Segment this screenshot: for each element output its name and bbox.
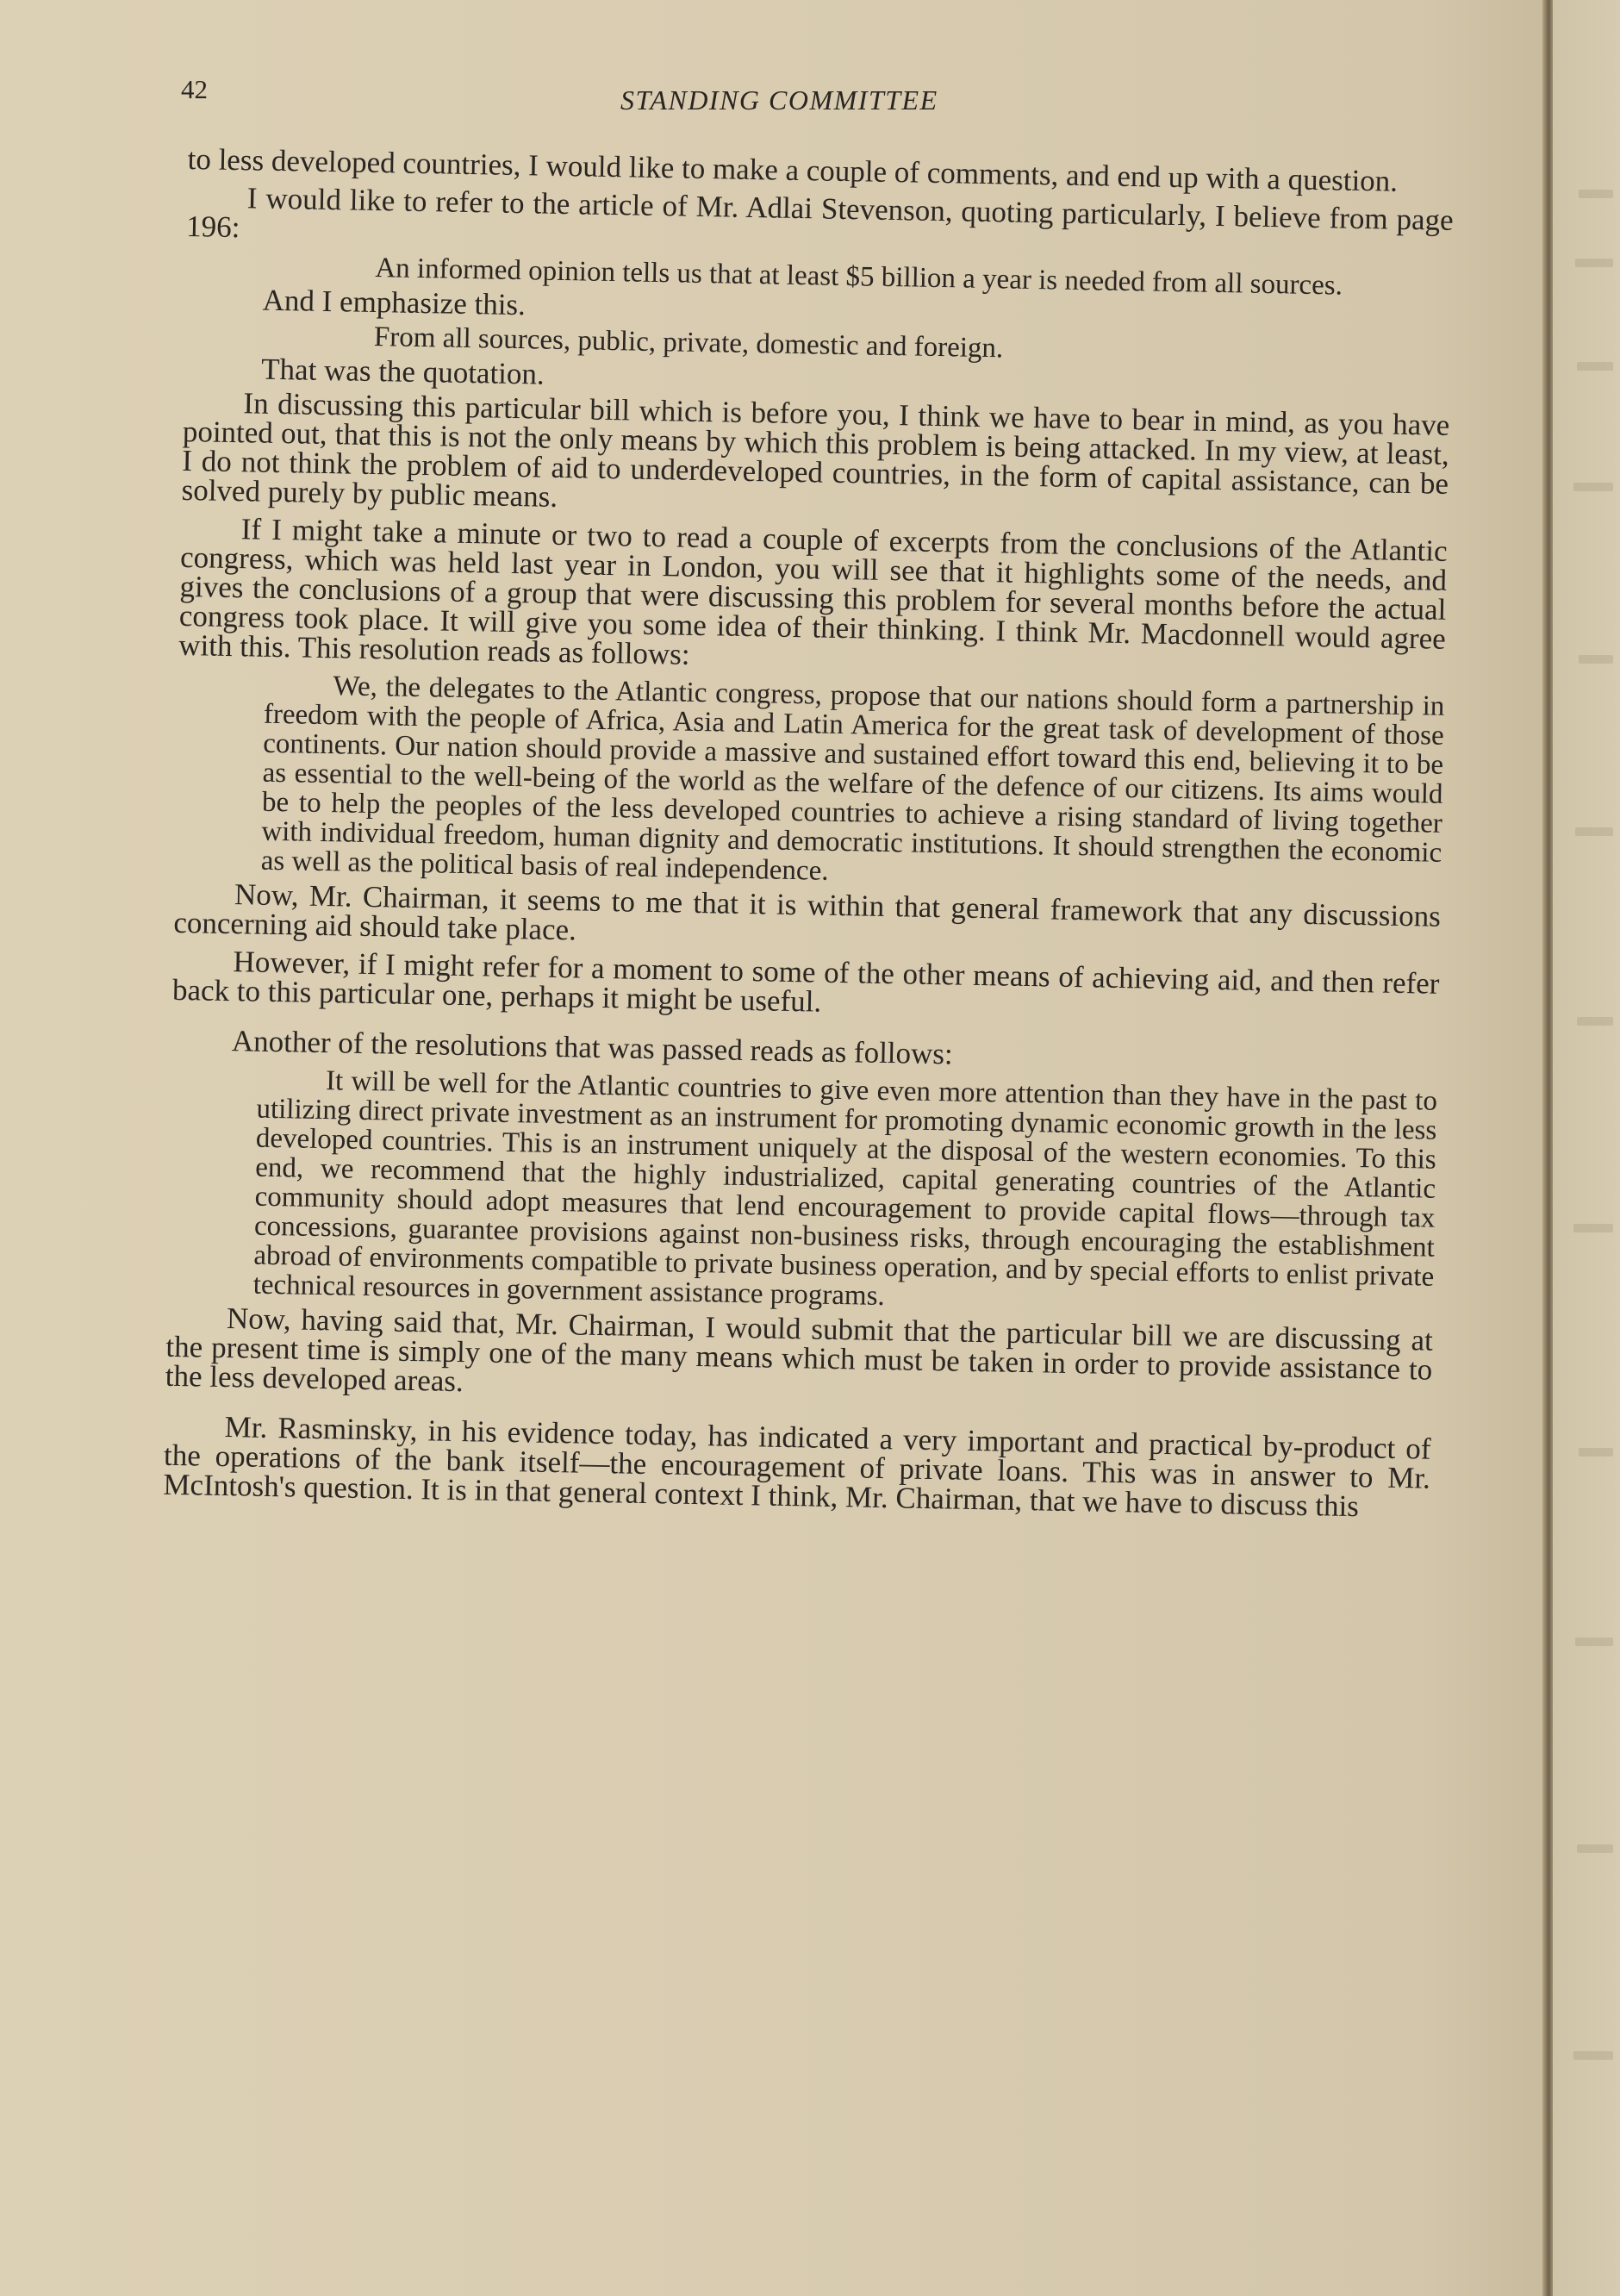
paragraph: And I emphasize this. [262, 283, 526, 322]
paragraph: Mr. Rasminsky, in his evidence today, has indicated a very important and practical by-product of the operations of the bank itself—the encouragement of private loans. This was in answer to Mr. McIntosh's question. It is in that general context I think, Mr. Chairman, that we have to discuss this [163, 1410, 1431, 1524]
block-quote: An informed opinion tells us that at least $5 billion a year is needed from all sources. [375, 253, 1343, 302]
ghost-text [1577, 1017, 1613, 1026]
ghost-text [1579, 1448, 1613, 1457]
paragraph: Another of the resolutions that was passed reads as follows: [231, 1024, 954, 1071]
block-quote: We, the delegates to the Atlantic congress, propose that our nations should form a partnership in freedom with the people of Africa, Asia and Latin America for the great task of development of those continents. Our nation should provide a massive and sustained effort toward this end, believing it to be as essential to the well-being of the world as the welfare of the defence of our citizens. Its aims would be to help the peoples of the less developed countries to achieve a rising standard of living together with individual freedom, human dignity and democratic institutions. It should strengthen the economic as well as the political basis of real independence. [260, 671, 1445, 887]
ghost-text [1573, 1224, 1613, 1232]
block-quote: From all sources, public, private, domestic and foreign. [373, 321, 1004, 365]
ghost-text [1573, 483, 1613, 491]
page-number: 42 [181, 74, 208, 104]
ghost-text [1573, 2051, 1613, 2060]
paragraph: If I might take a minute or two to read a couple of excerpts from the conclusions of the Atlantic congress, which was held last year in London, you will see that it highlights some of the needs, and gives the conclusions of a group that were discussing this problem for several months before the actual congress took place. It will give you some idea of their thinking. I think Mr. Macdonnell would agree with this. This resolution reads as follows: [178, 512, 1448, 671]
ghost-text [1575, 827, 1613, 836]
block-quote: It will be well for the Atlantic countries to give even more attention than they have in the past to utilizing direct private investment as an instrument for promoting dynamic economic growth in the less developed countries. This is an instrument uniquely at the disposal of the western economies. To this end, we recommend that the highly industrialized, capital generating countries of the Atlantic community should adopt measures that lend encouragement to provide capital flows—through tax concessions, guarantee provisions against non-business risks, through encouraging the establishment abroad of environments compatible to private business operation, and by special efforts to enlist private technical resources in government assistance programs. [252, 1065, 1438, 1313]
page-header [181, 69, 1456, 121]
ghost-text [1579, 190, 1613, 198]
paragraph: I would like to refer to the article of Mr. Adlai Stevenson, quoting particularly, I believe from page 196: [185, 181, 1455, 245]
ghost-text [1577, 362, 1613, 371]
book-gutter [1542, 0, 1553, 2296]
paragraph: to less developed countries, I would like to make a couple of comments, and end up with a question. [187, 142, 1399, 198]
ghost-text [1575, 1638, 1613, 1646]
ghost-text [1575, 259, 1613, 267]
ghost-text [1579, 655, 1613, 664]
running-head: STANDING COMMITTEE [620, 84, 938, 115]
paragraph: However, if I might refer for a moment to some of the other means of achieving aid, and then refer back to this particular one, perhaps it might be useful. [171, 945, 1440, 1019]
paragraph: In discussing this particular bill which is before you, I think we have to bear in mind, as you have pointed out, that this is not the only means by which this problem is being attacked. In my view, at least, I do not think the problem of aid to underdeveloped countries, in the form of capital assistance, can be solved purely by public means. [181, 386, 1450, 514]
paragraph: That was the quotation. [260, 352, 545, 391]
adjacent-page-edge [1553, 0, 1620, 2296]
ghost-text [1577, 1844, 1613, 1853]
paragraph: Now, Mr. Chairman, it seems to me that it is within that general framework that any discussions concerning aid should take place. [173, 877, 1442, 947]
body-text [163, 142, 1455, 1532]
paragraph: Now, having said that, Mr. Chairman, I would submit that the particular bill we are discussing at the present time is simply one of the many means which must be taken in order to provide assistance to the less developed areas. [165, 1301, 1434, 1399]
